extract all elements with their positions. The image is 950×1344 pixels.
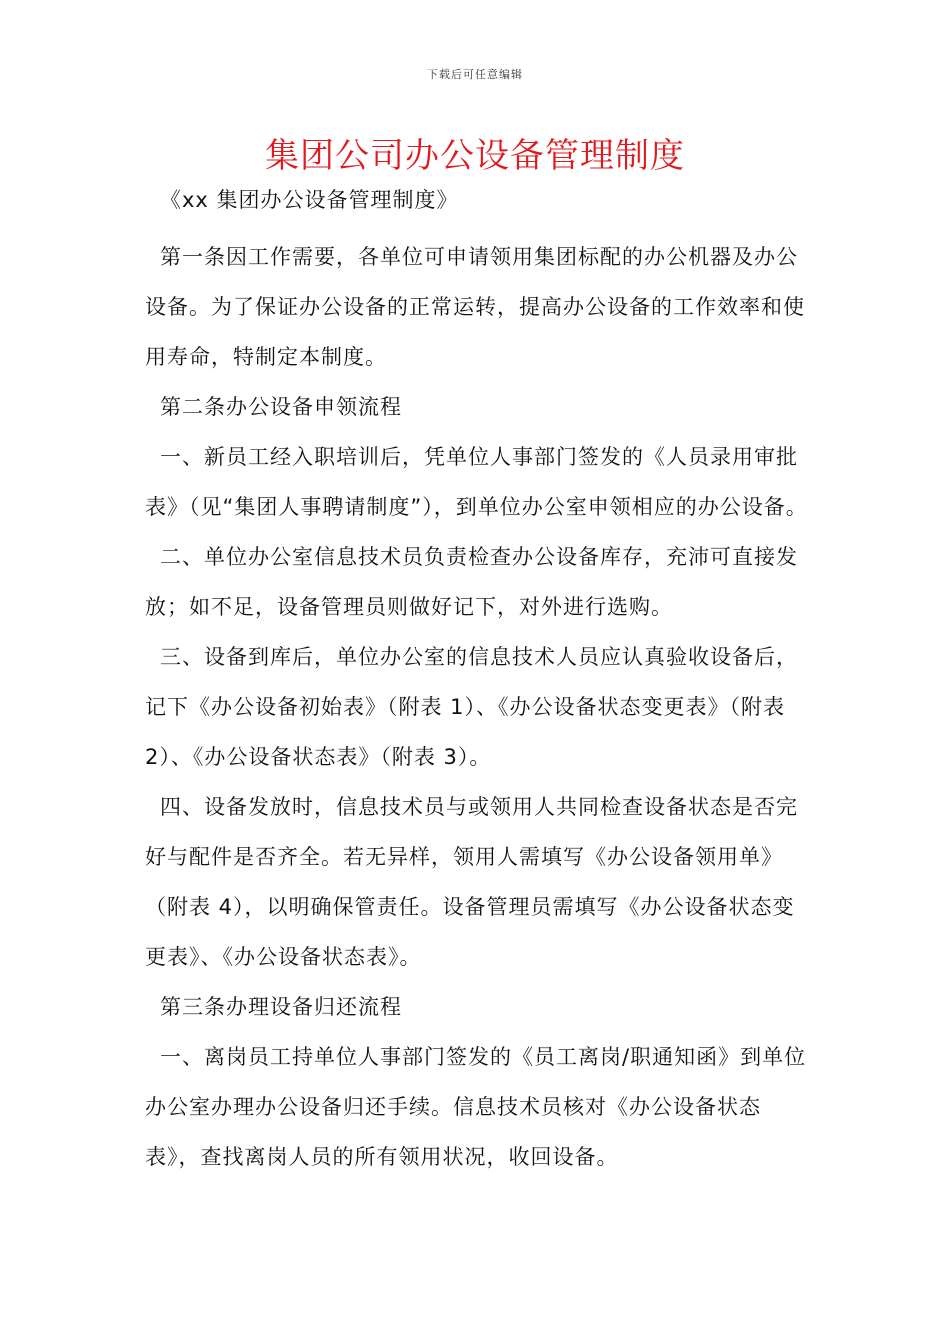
document-body [145,182,815,1182]
paragraph-article-2-item-4: 四、设备发放时，信息技术员与或领用人共同检查设备状态是否完好与配件是否齐全。若无异样，领用人需填写《办公设备领用单》（附表 4），以明确保管责任。设备管理员需填写《办公设备状态变更表》、《办公设备状态表》。 [145,795,798,969]
document-title: 集团公司办公设备管理制度 [265,136,685,176]
heading-article-3: 第三条办理设备归还流程 [160,995,402,1019]
paragraph-article-1: 第一条因工作需要，各单位可申请领用集团标配的办公机器及办公设备。为了保证办公设备的正常运转，提高办公设备的工作效率和使用寿命，特制定本制度。 [145,245,805,369]
paragraph-article-2-item-1: 一、新员工经入职培训后，凭单位人事部门签发的《人员录用审批表》（见“集团人事聘请制度”），到单位办公室申领相应的办公设备。 [145,445,808,519]
paragraph-article-3-item-1: 一、离岗员工持单位人事部门签发的《员工离岗/职通知函》到单位办公室办理办公设备归还手续。信息技术员核对《办公设备状态表》，查找离岗人员的所有领用状况，收回设备。 [145,1045,807,1169]
document-subtitle: 《xx 集团办公设备管理制度》 [160,188,459,212]
paragraph-article-2-item-3: 三、设备到库后，单位办公室的信息技术人员应认真验收设备后，记下《办公设备初始表》（附表 1）、《办公设备状态变更表》（附表 2）、《办公设备状态表》（附表 3）。 [145,645,798,769]
header-note: 下载后可任意编辑 [427,68,523,81]
paragraph-article-2-item-2: 二、单位办公室信息技术员负责检查办公设备库存，充沛可直接发放；如不足，设备管理员则做好记下，对外进行选购。 [145,545,798,619]
heading-article-2: 第二条办公设备申领流程 [160,395,402,419]
